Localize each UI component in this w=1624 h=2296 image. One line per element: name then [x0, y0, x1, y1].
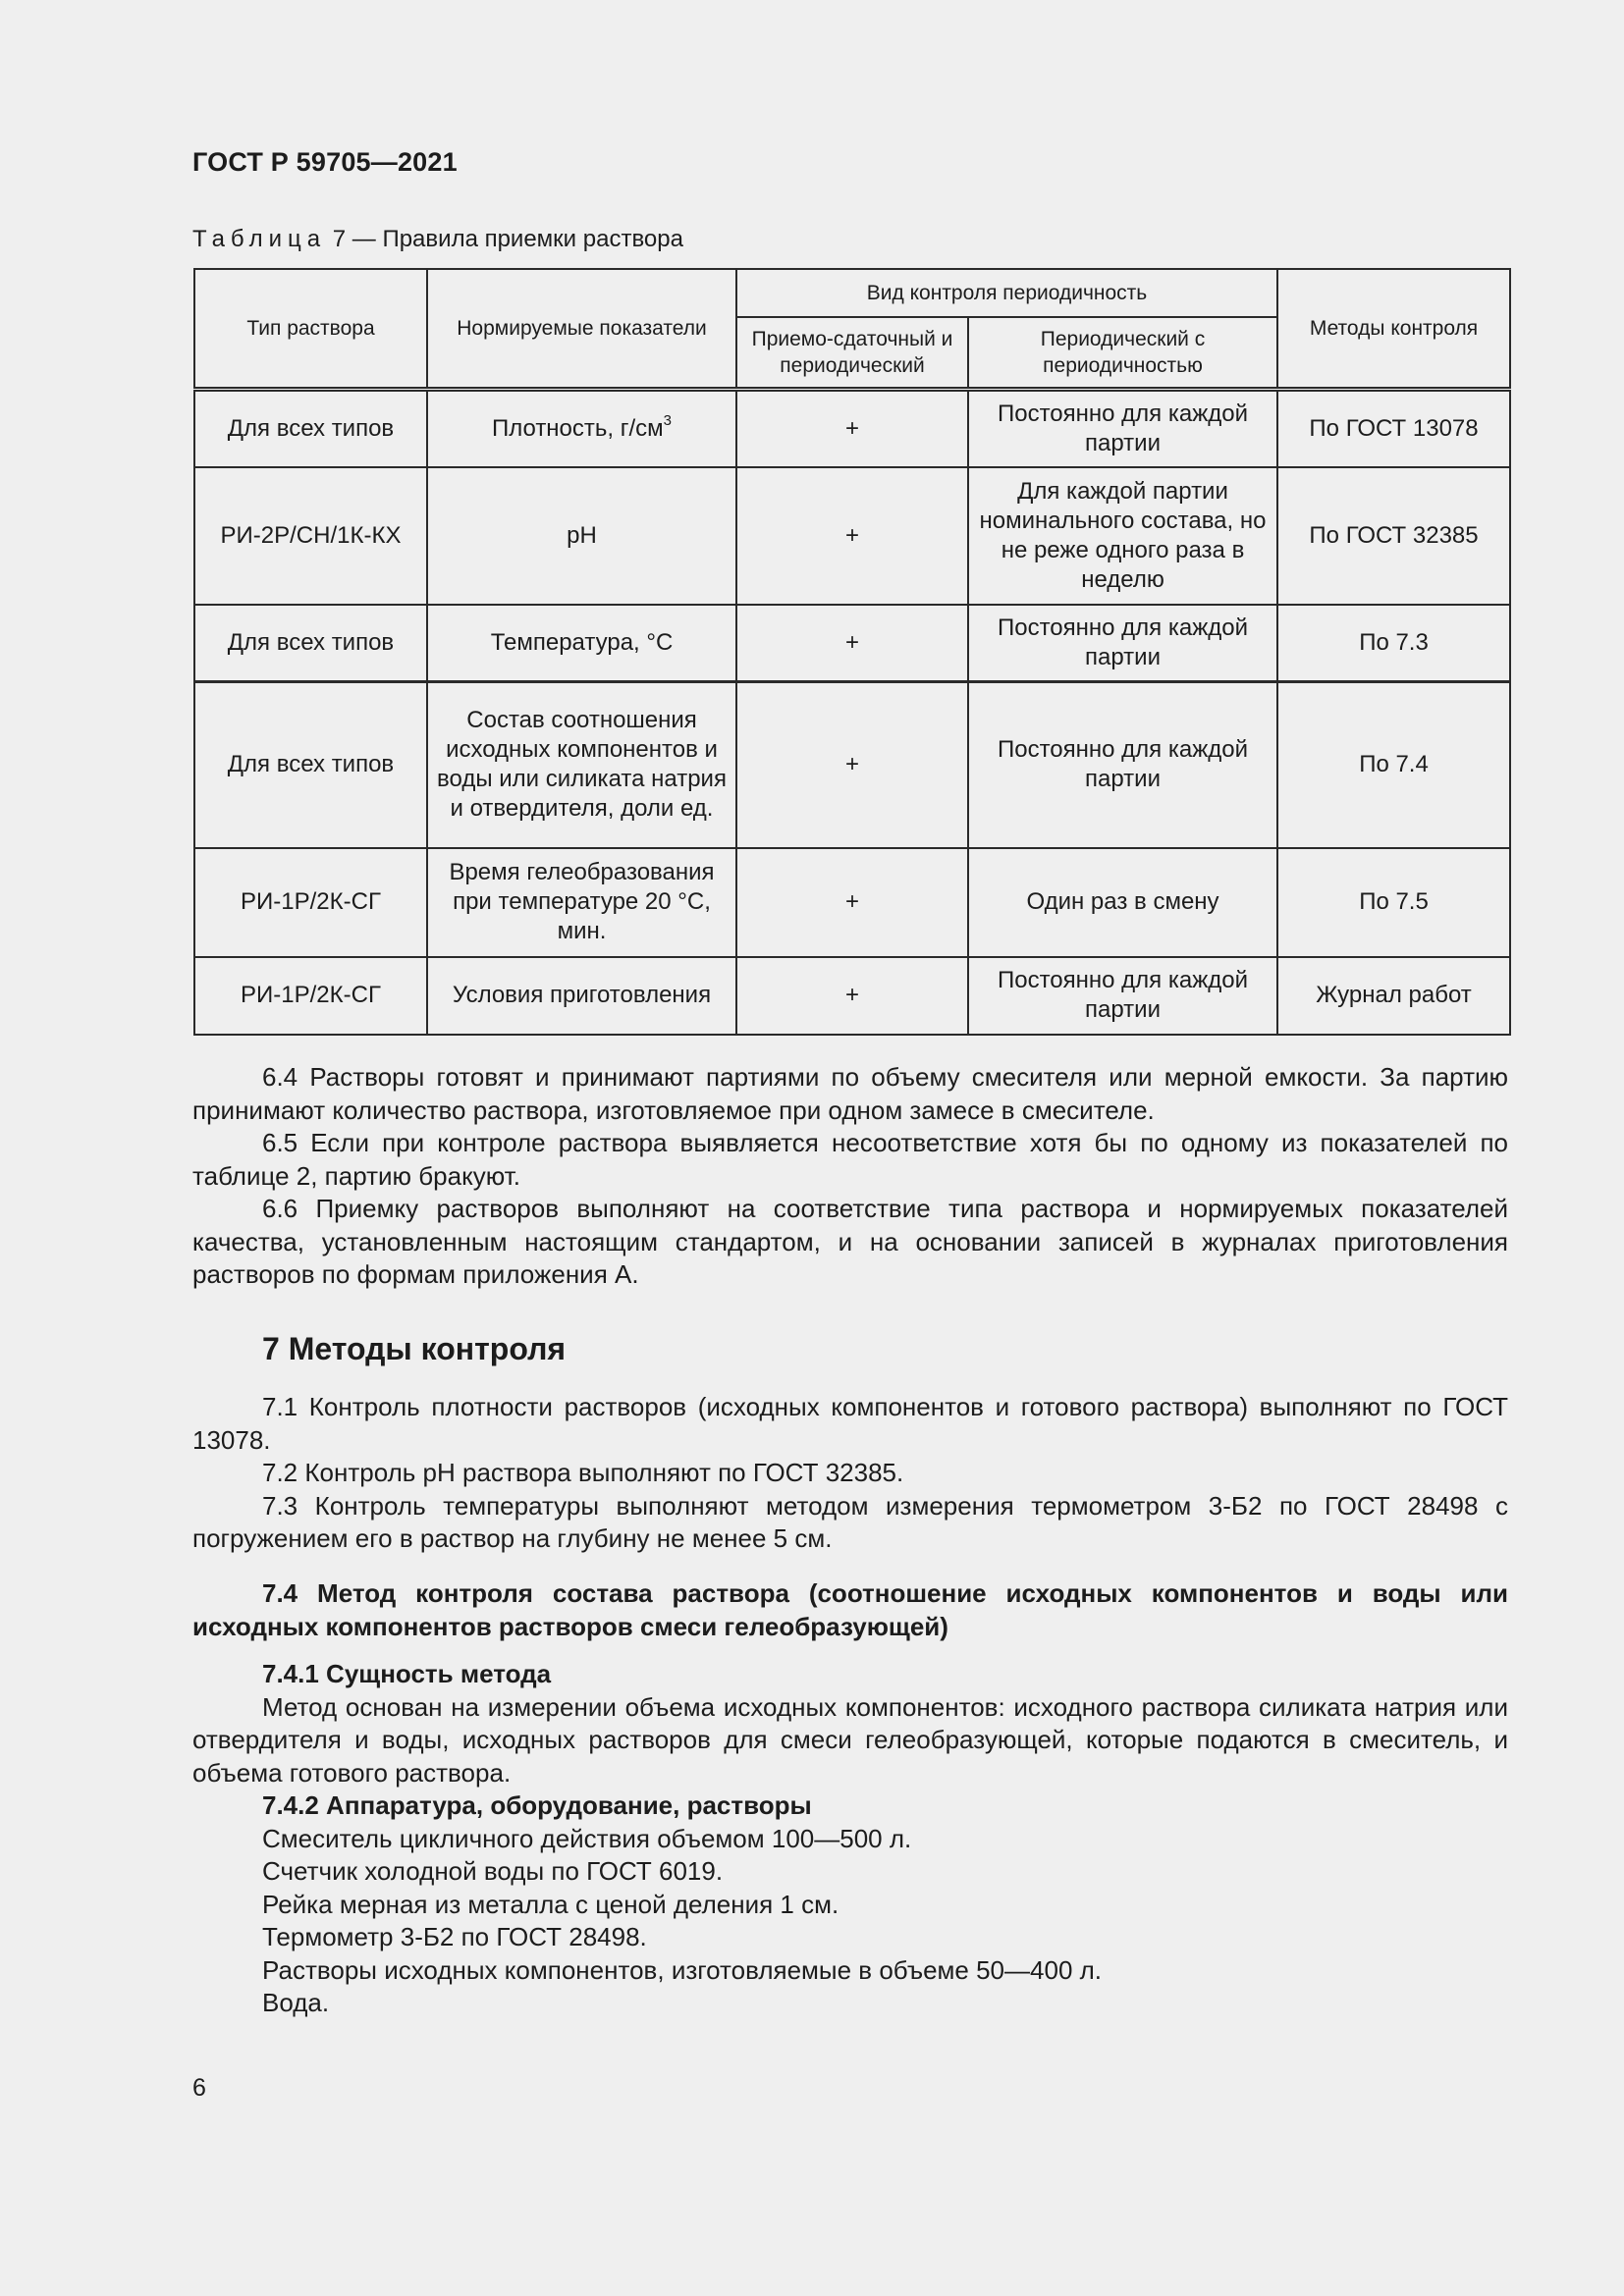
cell-type: Для всех типов — [194, 390, 427, 467]
cell-method: Журнал работ — [1277, 957, 1510, 1035]
cell-type: Для всех типов — [194, 682, 427, 848]
cell-periodic: Постоянно для каждой партии — [968, 957, 1277, 1035]
heading-7-4-1: 7.4.1 Сущность метода — [262, 1659, 552, 1688]
header-control-group: Вид контроля периодичность — [736, 269, 1277, 317]
paragraph-7-2: 7.2 Контроль pH раствора выполняют по ГОСТ 32385. — [262, 1458, 904, 1487]
heading-7-4-2: 7.4.2 Аппаратура, оборудование, растворы — [262, 1790, 812, 1820]
cell-indicator: Время гелеобразования при температуре 20 °С, мин. — [427, 848, 736, 957]
header-acceptance: Приемо-сдаточный и периодический — [736, 317, 968, 390]
cell-type: РИ-2Р/СН/1К-КХ — [194, 467, 427, 605]
section-7-text — [192, 1391, 1508, 1556]
table-row — [194, 390, 1510, 467]
document-header: ГОСТ Р 59705—2021 — [192, 147, 458, 177]
equipment-item: Вода. — [262, 1988, 330, 2017]
cell-periodic: Постоянно для каждой партии — [968, 390, 1277, 467]
cell-type: Для всех типов — [194, 605, 427, 682]
section-7-title: 7 Методы контроля — [262, 1331, 567, 1366]
header-type: Тип раствора — [194, 269, 427, 390]
paragraph-7-1: 7.1 Контроль плотности растворов (исходных компонентов и готового раствора) выполняют по ГОСТ 13078. — [192, 1392, 1508, 1455]
table-row — [194, 848, 1510, 957]
cell-periodic: Для каждой партии номинального состава, но не реже одного раза в неделю — [968, 467, 1277, 605]
cell-indicator: Условия приготовления — [427, 957, 736, 1035]
cell-indicator: Плотность, $г/см^3$ — [427, 390, 736, 467]
cell-acceptance: + — [736, 848, 968, 957]
table-row — [194, 682, 1510, 848]
table-row — [194, 957, 1510, 1035]
paragraph-6-6: 6.6 Приемку растворов выполняют на соответствие типа раствора и нормируемых показателей качества, установленным настоящим стандартом, и на основании записей в журналах приготовления растворов по формам приложения А. — [192, 1194, 1508, 1289]
cell-periodic: Постоянно для каждой партии — [968, 605, 1277, 682]
cell-periodic: Постоянно для каждой партии — [968, 682, 1277, 848]
cell-indicator: Температура, °С — [427, 605, 736, 682]
cell-method: По ГОСТ 13078 — [1277, 390, 1510, 467]
equipment-item: Счетчик холодной воды по ГОСТ 6019. — [262, 1856, 724, 1886]
cell-indicator: pH — [427, 467, 736, 605]
equipment-item: Смеситель цикличного действия объемом 100—500 л. — [262, 1823, 912, 1853]
equipment-item: Растворы исходных компонентов, изготовляемые в объеме 50—400 л. — [262, 1954, 1103, 1985]
table-caption-text: 7 — Правила приемки раствора — [326, 226, 683, 252]
cell-acceptance: + — [736, 605, 968, 682]
cell-type: РИ-1Р/2К-СГ — [194, 848, 427, 957]
header-methods: Методы контроля — [1277, 269, 1510, 390]
equipment-item: Рейка мерная из металла с ценой деления 1 см. — [262, 1889, 839, 1919]
acceptance-rules-table — [193, 268, 1511, 1036]
paragraph-6-4: 6.4 Растворы готовят и принимают партиями по объему смесителя или мерной емкости. За партию принимают количество раствора, изготовляемое при одном замесе в смесителе. — [192, 1062, 1508, 1125]
section-7-4-text — [192, 1577, 1508, 2020]
header-indicators: Нормируемые показатели — [427, 269, 736, 390]
table-caption-label: Таблица — [192, 226, 327, 252]
cell-method: По ГОСТ 32385 — [1277, 467, 1510, 605]
cell-method: По 7.5 — [1277, 848, 1510, 957]
section-6-text — [192, 1061, 1508, 1292]
cell-acceptance: + — [736, 682, 968, 848]
cell-type: РИ-1Р/2К-СГ — [194, 957, 427, 1035]
cell-method: По 7.4 — [1277, 682, 1510, 848]
table-caption — [192, 226, 683, 253]
cell-acceptance: + — [736, 390, 968, 467]
paragraph-7-3: 7.3 Контроль температуры выполняют методом измерения термометром 3-Б2 по ГОСТ 28498 с погружением его в раствор на глубину не менее 5 см. — [192, 1490, 1508, 1553]
heading-7-4: 7.4 Метод контроля состава раствора (соотношение исходных компонентов и воды или исходных компонентов растворов смеси гелеобразующей) — [192, 1578, 1508, 1641]
equipment-item: Термометр 3-Б2 по ГОСТ 28498. — [262, 1922, 647, 1951]
cell-periodic: Один раз в смену — [968, 848, 1277, 957]
page-number: 6 — [192, 2074, 206, 2102]
cell-indicator: Состав соотношения исходных компонентов и воды или силиката натрия и отвердителя, доли ед. — [427, 682, 736, 848]
header-periodic: Периодический с периодичностью — [968, 317, 1277, 390]
table-row — [194, 605, 1510, 682]
cell-acceptance: + — [736, 957, 968, 1035]
table-row — [194, 467, 1510, 605]
cell-acceptance: + — [736, 467, 968, 605]
paragraph-7-4-1: Метод основан на измерении объема исходных компонентов: исходного раствора силиката натрия или отвердителя и воды, исходных растворов для смеси гелеобразующей, которые подаются в смеситель, и объема готового раствора. — [192, 1691, 1508, 1788]
cell-method: По 7.3 — [1277, 605, 1510, 682]
paragraph-6-5: 6.5 Если при контроле раствора выявляется несоответствие хотя бы по одному из показателей по таблице 2, партию бракуют. — [192, 1128, 1508, 1191]
